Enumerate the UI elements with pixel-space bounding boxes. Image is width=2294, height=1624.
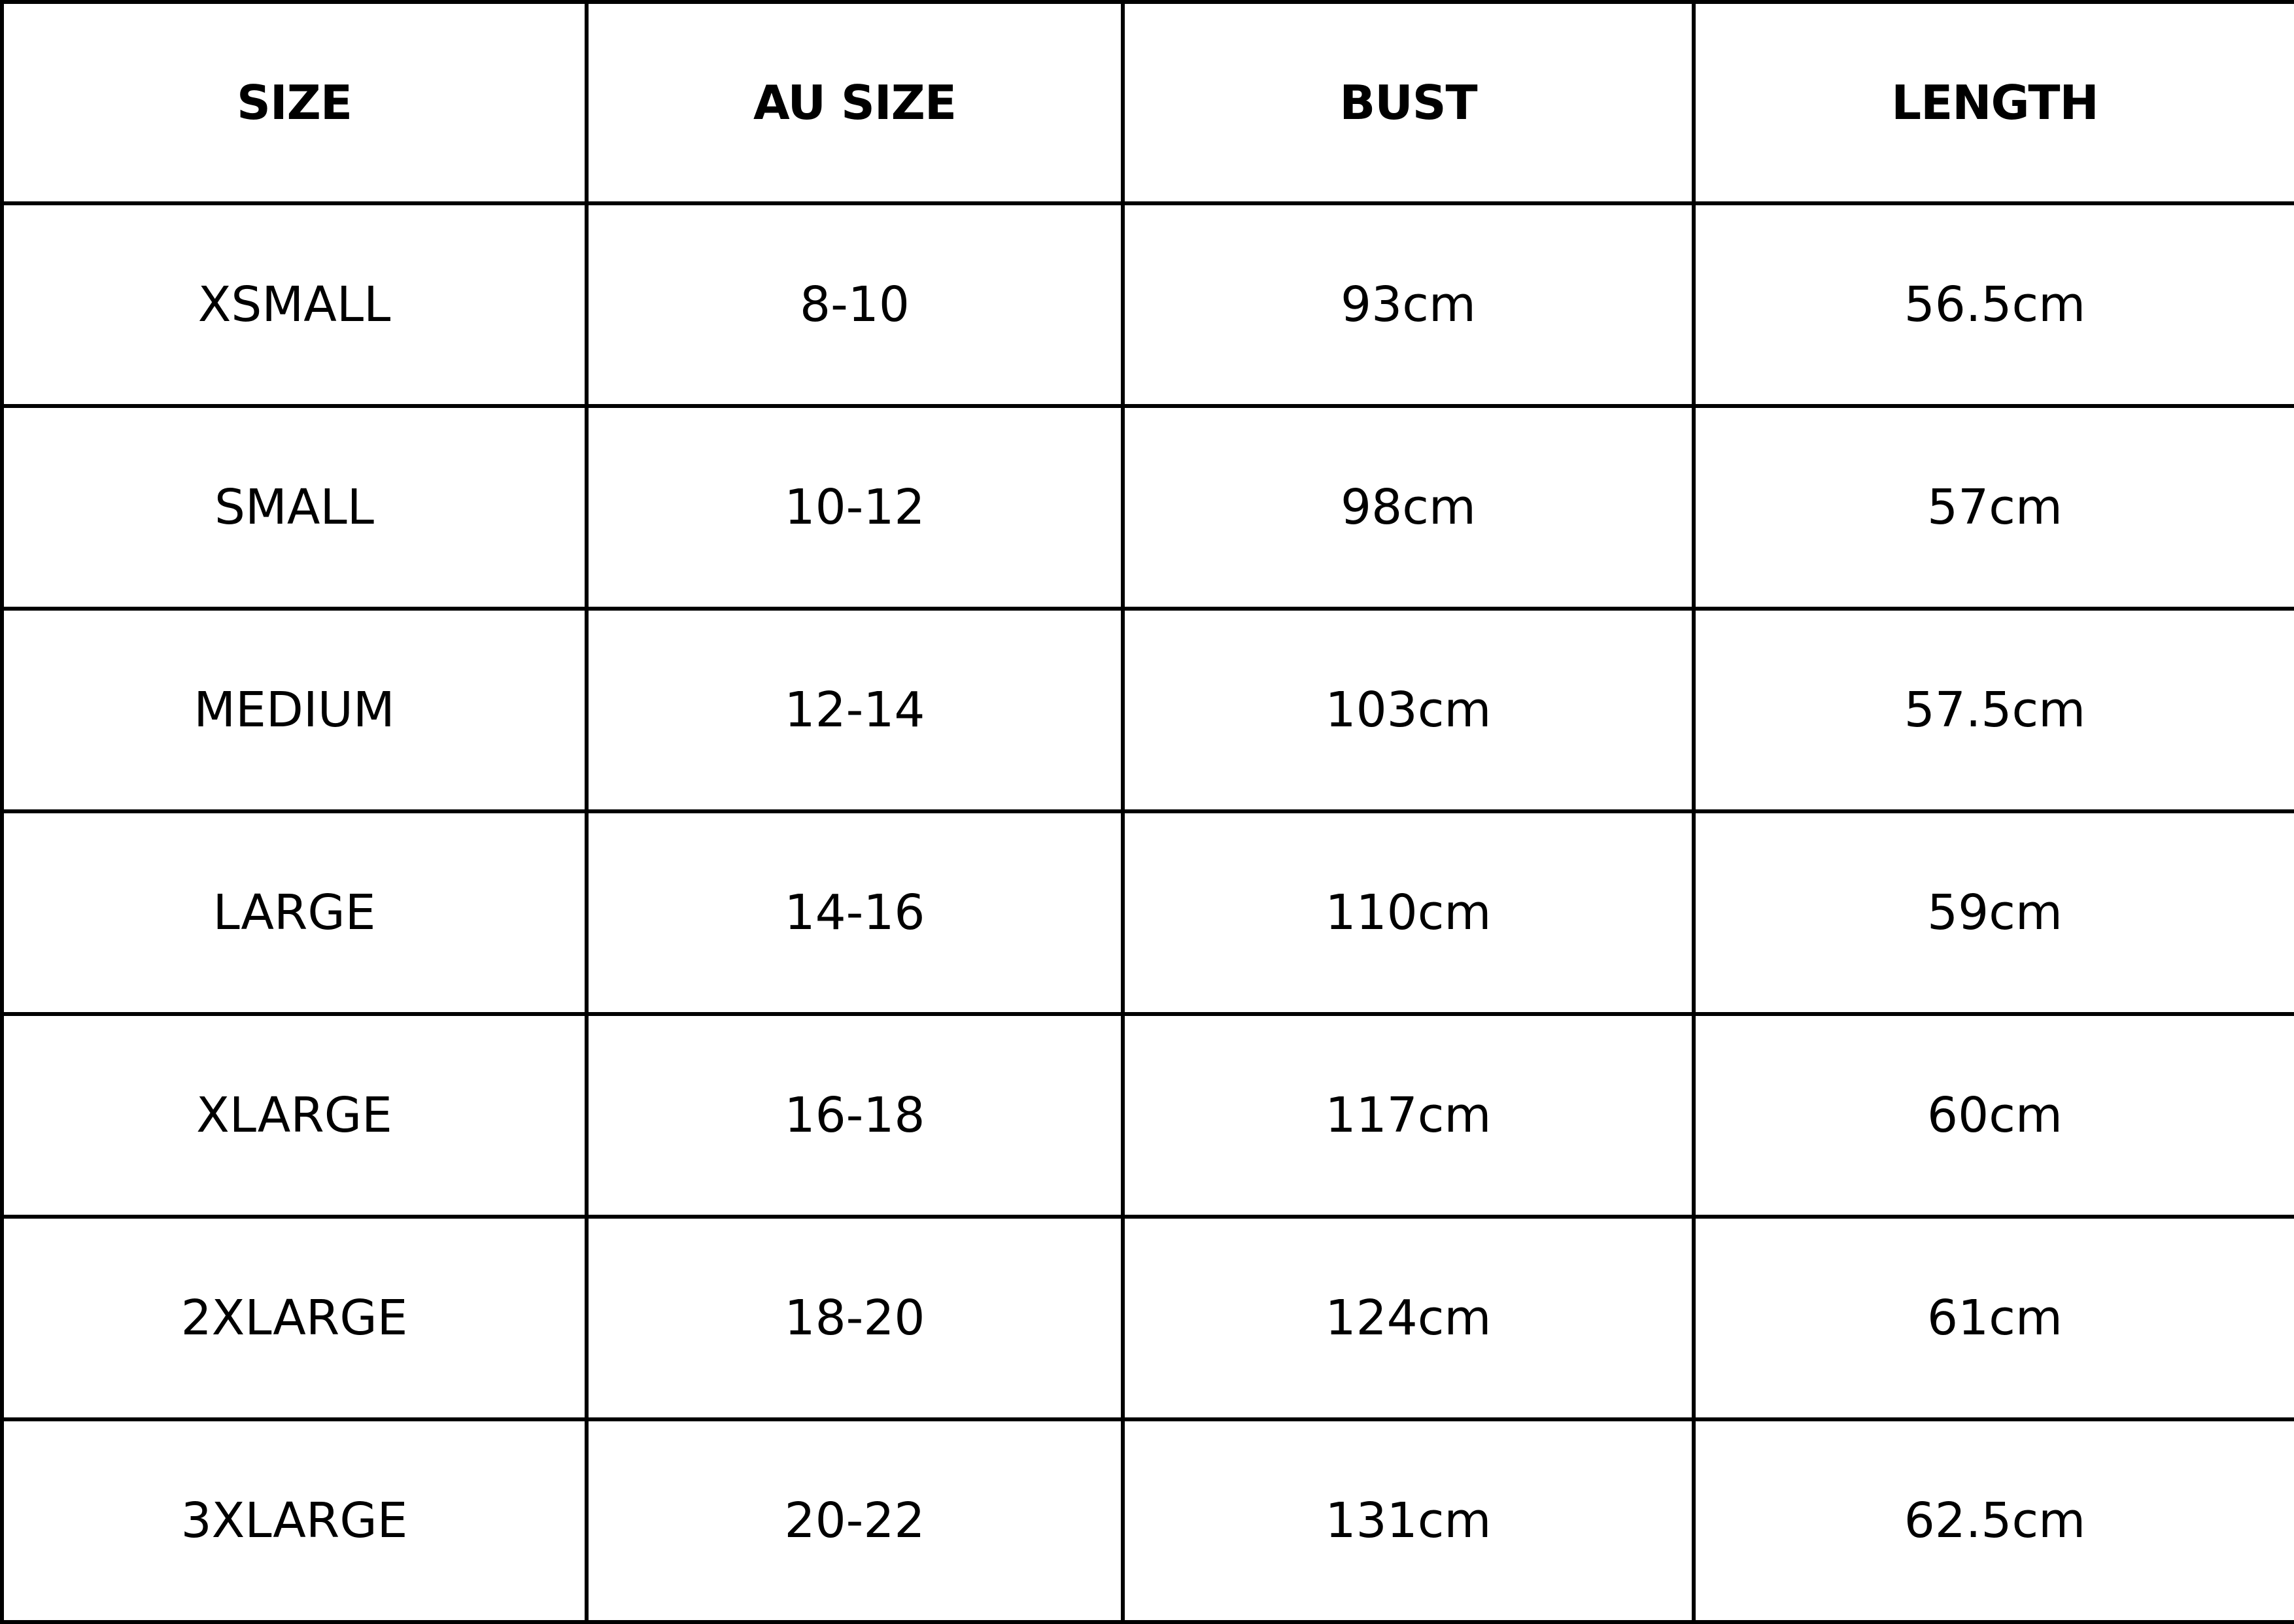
cell-size: LARGE	[2, 811, 587, 1014]
cell-bust: 93cm	[1123, 203, 1694, 406]
cell-au-size: 12-14	[587, 609, 1123, 811]
cell-length: 59cm	[1694, 811, 2294, 1014]
table-row	[2, 203, 2294, 406]
cell-bust: 131cm	[1123, 1419, 1694, 1622]
cell-au-size: 20-22	[587, 1419, 1123, 1622]
cell-bust: 110cm	[1123, 811, 1694, 1014]
cell-length: 56.5cm	[1694, 203, 2294, 406]
cell-au-size: 16-18	[587, 1014, 1123, 1217]
cell-size: 3XLARGE	[2, 1419, 587, 1622]
cell-size: 2XLARGE	[2, 1217, 587, 1419]
cell-length: 57cm	[1694, 406, 2294, 609]
cell-bust: 103cm	[1123, 609, 1694, 811]
cell-size: XSMALL	[2, 203, 587, 406]
table-row	[2, 609, 2294, 811]
cell-bust: 98cm	[1123, 406, 1694, 609]
table-row	[2, 1217, 2294, 1419]
cell-bust: 124cm	[1123, 1217, 1694, 1419]
header-length: LENGTH	[1694, 2, 2294, 203]
table-header-row	[2, 2, 2294, 203]
header-au-size: AU SIZE	[587, 2, 1123, 203]
table-row	[2, 811, 2294, 1014]
cell-length: 61cm	[1694, 1217, 2294, 1419]
table-row	[2, 1419, 2294, 1622]
cell-length: 57.5cm	[1694, 609, 2294, 811]
cell-au-size: 18-20	[587, 1217, 1123, 1419]
cell-size: XLARGE	[2, 1014, 587, 1217]
cell-length: 62.5cm	[1694, 1419, 2294, 1622]
table-row	[2, 406, 2294, 609]
cell-size: SMALL	[2, 406, 587, 609]
cell-au-size: 8-10	[587, 203, 1123, 406]
header-size: SIZE	[2, 2, 587, 203]
cell-length: 60cm	[1694, 1014, 2294, 1217]
cell-au-size: 10-12	[587, 406, 1123, 609]
cell-size: MEDIUM	[2, 609, 587, 811]
table-row	[2, 1014, 2294, 1217]
header-bust: BUST	[1123, 2, 1694, 203]
cell-bust: 117cm	[1123, 1014, 1694, 1217]
cell-au-size: 14-16	[587, 811, 1123, 1014]
